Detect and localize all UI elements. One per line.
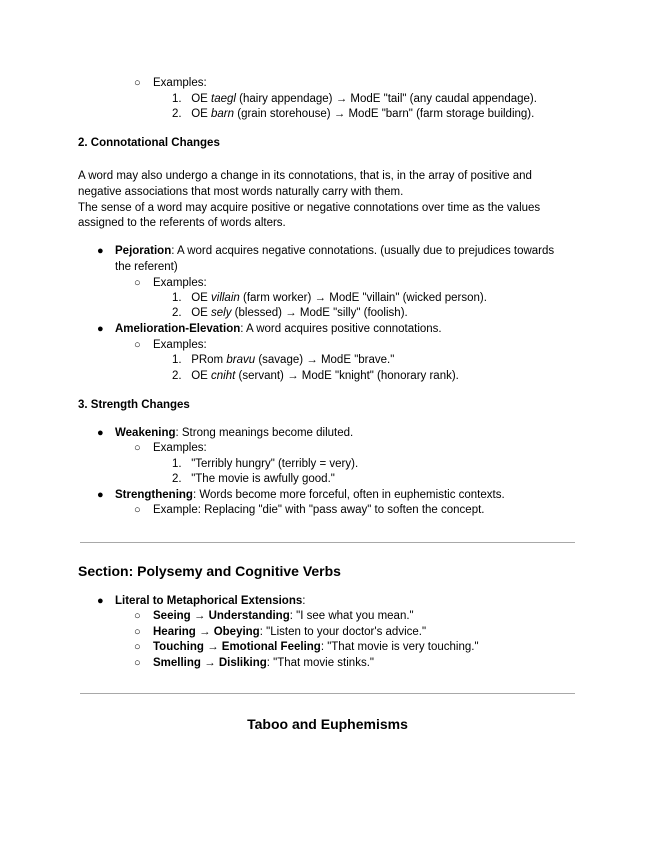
item-prefix: OE bbox=[191, 93, 208, 105]
item-number: 1. bbox=[172, 292, 182, 304]
item-text: (farm worker) → ModE "villain" (wicked person). bbox=[242, 292, 487, 304]
item-prefix: OE bbox=[191, 292, 208, 304]
item-number: 2. bbox=[172, 307, 182, 319]
list-item bbox=[172, 369, 459, 384]
paragraph-line: negative associations that most words naturally carry with them. bbox=[78, 186, 404, 198]
hollow-bullet-icon: ○ bbox=[134, 610, 141, 622]
item-number: 2. bbox=[172, 473, 182, 485]
list-item bbox=[172, 306, 408, 321]
filled-bullet-icon: ● bbox=[97, 245, 104, 257]
item-number: 1. bbox=[172, 458, 182, 470]
item-text: (savage) → ModE "brave." bbox=[258, 354, 395, 366]
hollow-bullet-icon: ○ bbox=[134, 277, 141, 289]
hollow-bullet-icon: ○ bbox=[134, 77, 141, 89]
list-item bbox=[172, 291, 487, 306]
item-number: 2. bbox=[172, 108, 182, 120]
term-description: : Words become more forceful, often in euphemistic contexts. bbox=[192, 489, 505, 501]
item-prefix: OE bbox=[191, 307, 208, 319]
hollow-bullet-icon: ○ bbox=[134, 641, 141, 653]
term: Touching → Emotional Feeling bbox=[153, 641, 321, 653]
paragraph-line: assigned to the referents of words alters. bbox=[78, 217, 286, 229]
term-description: : A word acquires positive connotations. bbox=[240, 323, 442, 335]
list-item bbox=[153, 640, 479, 655]
term: Smelling → Disliking bbox=[153, 657, 267, 669]
list-item bbox=[172, 92, 537, 107]
term: Pejoration bbox=[115, 245, 172, 257]
item-text: (hairy appendage) → ModE "tail" (any caudal appendage). bbox=[239, 93, 537, 105]
item-text: (grain storehouse) → ModE "barn" (farm storage building). bbox=[237, 108, 535, 120]
item-word: barn bbox=[211, 108, 235, 120]
list-item bbox=[172, 472, 335, 487]
item-number: 1. bbox=[172, 93, 182, 105]
paragraph-line: A word may also undergo a change in its connotations, that is, in the array of positive and bbox=[78, 170, 532, 182]
term: Literal to Metaphorical Extensions bbox=[115, 595, 303, 607]
item-number: 2. bbox=[172, 370, 182, 382]
item-text: "Terribly hungry" (terribly = very). bbox=[191, 458, 359, 470]
item-word: bravu bbox=[226, 354, 256, 366]
section-heading-strength: 3. Strength Changes bbox=[78, 399, 190, 411]
section-heading-connotational: 2. Connotational Changes bbox=[78, 137, 220, 149]
item-text: "The movie is awfully good." bbox=[191, 473, 335, 485]
examples-label: Examples: bbox=[153, 339, 207, 351]
item-word: sely bbox=[211, 307, 232, 319]
item-word: cniht bbox=[211, 370, 236, 382]
term: Seeing → Understanding bbox=[153, 610, 290, 622]
strengthening-item bbox=[115, 488, 505, 503]
term: Hearing → Obeying bbox=[153, 626, 260, 638]
hollow-bullet-icon: ○ bbox=[134, 626, 141, 638]
item-text: (servant) → ModE "knight" (honorary rank). bbox=[238, 370, 459, 382]
list-item bbox=[172, 457, 358, 472]
term: Strengthening bbox=[115, 489, 193, 501]
section-heading-polysemy: Section: Polysemy and Cognitive Verbs bbox=[78, 563, 341, 579]
hollow-bullet-icon: ○ bbox=[134, 339, 141, 351]
list-item bbox=[153, 625, 426, 640]
item-prefix: PRom bbox=[191, 354, 224, 366]
item-text: : "That movie stinks." bbox=[266, 657, 374, 669]
filled-bullet-icon: ● bbox=[97, 323, 104, 335]
examples-label: Examples: bbox=[153, 277, 207, 289]
item-text: : "That movie is very touching." bbox=[320, 641, 479, 653]
term: Amelioration-Elevation bbox=[115, 323, 241, 335]
hollow-bullet-icon: ○ bbox=[134, 442, 141, 454]
list-item bbox=[153, 656, 374, 671]
examples-label: Examples: bbox=[153, 442, 207, 454]
item-prefix: OE bbox=[191, 370, 208, 382]
filled-bullet-icon: ● bbox=[97, 489, 104, 501]
term-description: : Strong meanings become diluted. bbox=[175, 427, 354, 439]
item-text: (blessed) → ModE "silly" (foolish). bbox=[234, 307, 408, 319]
item-text: : "I see what you mean." bbox=[289, 610, 414, 622]
pejoration-desc-continued: the referent) bbox=[115, 261, 178, 273]
item-number: 1. bbox=[172, 354, 182, 366]
item-prefix: OE bbox=[191, 108, 208, 120]
term-suffix: : bbox=[302, 595, 306, 607]
term-description: : A word acquires negative connotations. (usually due to prejudices towards bbox=[171, 245, 555, 257]
examples-label: Examples: bbox=[153, 77, 207, 89]
item-text: : "Listen to your doctor's advice." bbox=[259, 626, 427, 638]
section-heading-taboo: Taboo and Euphemisms bbox=[247, 716, 408, 732]
list-item bbox=[153, 609, 414, 624]
term: Weakening bbox=[115, 427, 176, 439]
item-word: taegl bbox=[211, 93, 236, 105]
item-word: villain bbox=[211, 292, 240, 304]
paragraph-line: The sense of a word may acquire positive or negative connotations over time as the values bbox=[78, 202, 541, 214]
horizontal-divider bbox=[80, 542, 575, 543]
horizontal-divider bbox=[80, 693, 575, 694]
weakening-item bbox=[115, 426, 353, 441]
list-item bbox=[172, 107, 534, 122]
hollow-bullet-icon: ○ bbox=[134, 657, 141, 669]
list-item bbox=[172, 353, 394, 368]
polysemy-item bbox=[115, 594, 305, 609]
example-text: Example: Replacing "die" with "pass away" to soften the concept. bbox=[153, 504, 485, 516]
filled-bullet-icon: ● bbox=[97, 427, 104, 439]
amelioration-item bbox=[115, 322, 442, 337]
filled-bullet-icon: ● bbox=[97, 595, 104, 607]
pejoration-item bbox=[115, 244, 554, 259]
hollow-bullet-icon: ○ bbox=[134, 504, 141, 516]
